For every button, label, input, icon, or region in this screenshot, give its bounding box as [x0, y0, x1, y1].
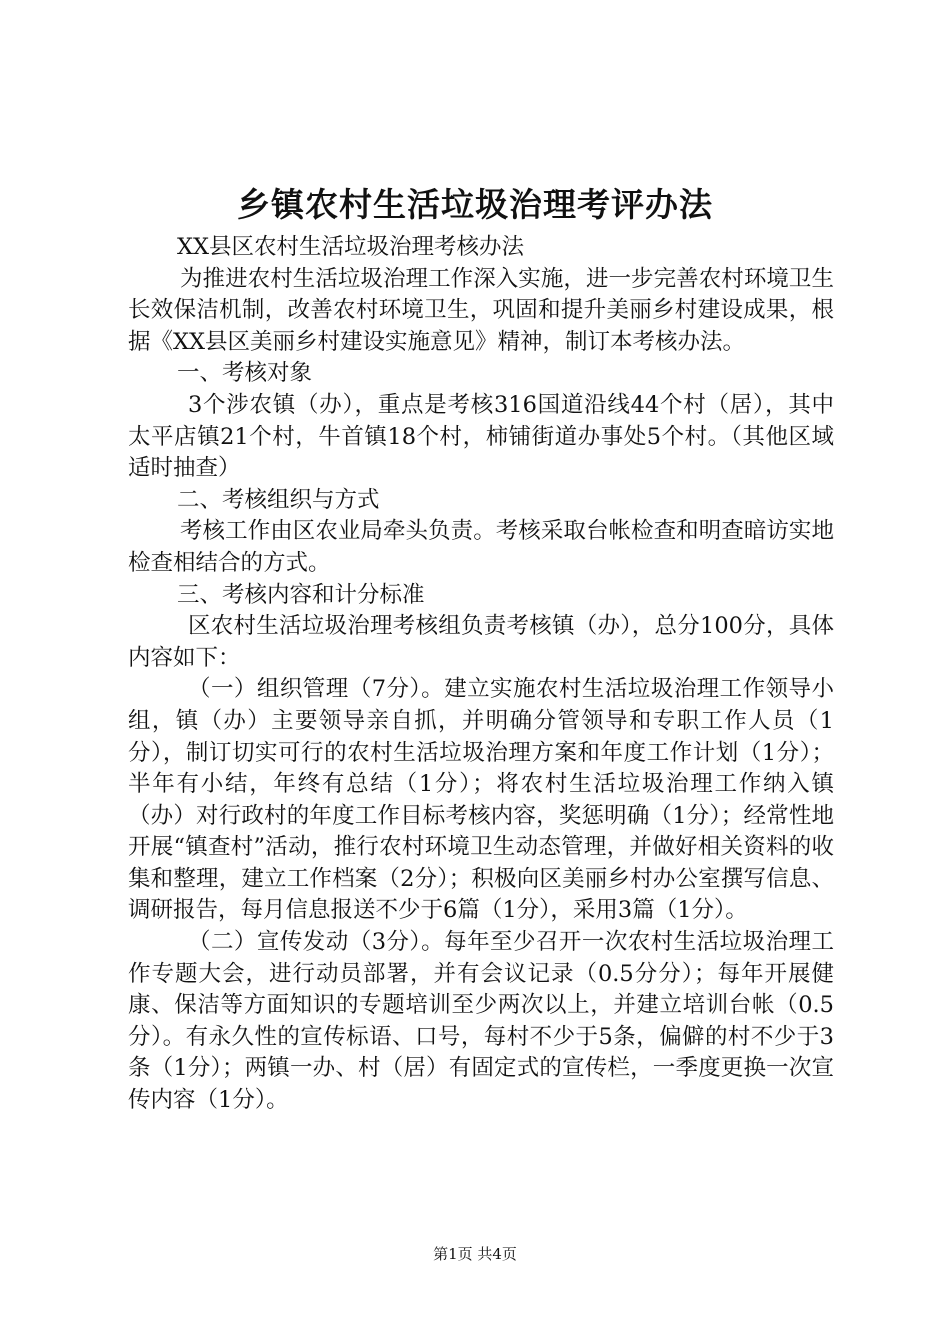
section-heading-3: 三、考核内容和计分标准 [177, 581, 425, 608]
section-heading-2: 二、考核组织与方式 [177, 486, 380, 513]
section-heading-1: 一、考核对象 [177, 360, 313, 387]
organization-management-paragraph: （一）组织管理（7分）。建立实施农村生活垃圾治理工作领导小组，镇（办）主要领导亲自抓，并明确分管领导和专职工作人员（1分），制订切实可行的农村生活垃圾治理方案和年度工作计划（1分）；半年有小结，年终有总结（1分）；将农村生活垃圾治理工作纳入镇（办）对行政村的年度工作目标考核内容，奖惩明确（1分）；经常性地开展“镇查村”活动，推行农村环境卫生动态管理，并做好相关资料的收集和整理，建立工作档案（2分）；积极向区美丽乡村办公室撰写信息、调研报告，每月信息报送不少于6篇（1分），采用3篇（1分）。 [128, 676, 834, 924]
subtitle-paragraph: XX县区农村生活垃圾治理考核办法 [177, 234, 525, 260]
scoring-intro-paragraph: 区农村生活垃圾治理考核组负责考核镇（办），总分100分，具体内容如下： [128, 613, 834, 671]
document-body [128, 232, 834, 1117]
assessment-method-paragraph: 考核工作由区农业局牵头负责。考核采取台帐检查和明查暗访实地检查相结合的方式。 [128, 518, 834, 576]
document-title: 乡镇农村生活垃圾治理考评办法 [237, 185, 713, 224]
intro-paragraph: 为推进农村生活垃圾治理工作深入实施，进一步完善农村环境卫生长效保洁机制，改善农村环境卫生，巩固和提升美丽乡村建设成果，根据《XX县区美丽乡村建设实施意见》精神，制订本考核办法。 [128, 265, 834, 355]
page-footer: 第1页 共4页 [433, 1245, 517, 1263]
publicity-paragraph: （二）宣传发动（3分）。每年至少召开一次农村生活垃圾治理工作专题大会，进行动员部署，并有会议记录（0.5分分）；每年开展健康、保洁等方面知识的专题培训至少两次以上，并建立培训台帐（0.5分）。有永久性的宣传标语、口号，每村不少于5条，偏僻的村不少于3条（1分）；两镇一办、村（居）有固定式的宣传栏，一季度更换一次宣传内容（1分）。 [128, 929, 834, 1114]
assessment-targets-paragraph: 3个涉农镇（办），重点是考核316国道沿线44个村（居），其中太平店镇21个村，牛首镇18个村，柿铺街道办事处5个村。（其他区域适时抽查） [128, 391, 834, 482]
